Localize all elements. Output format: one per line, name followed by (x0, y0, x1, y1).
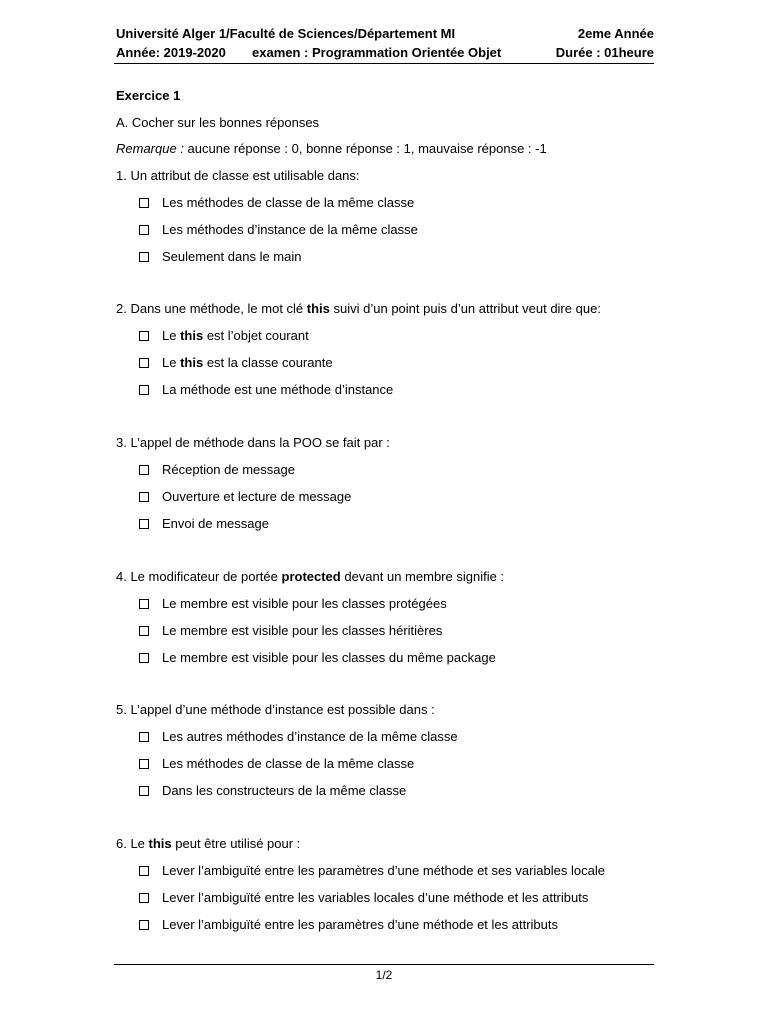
option-keyword: this (180, 328, 204, 343)
option-label (162, 623, 442, 639)
checkbox[interactable] (139, 385, 149, 395)
question-text-part: 5. L’appel d’une méthode d’instance est possible dans : (116, 702, 435, 717)
option-label (162, 729, 458, 745)
option-label (162, 382, 393, 398)
question-text-part: 2. Dans une méthode, le mot clé (116, 301, 307, 316)
question-3-option-1[interactable] (139, 462, 295, 478)
checkbox[interactable] (139, 519, 149, 529)
footer-divider (114, 964, 654, 965)
option-text-part: Les méthodes de classe de la même classe (162, 195, 415, 210)
option-label (162, 222, 418, 238)
question-6-option-2[interactable] (139, 890, 588, 906)
question-6-option-3[interactable] (139, 917, 558, 933)
option-label (162, 863, 605, 879)
option-text-part: Lever l’ambiguïté entre les variables locales d’une méthode et les attributs (162, 890, 589, 905)
question-2-option-3[interactable] (139, 382, 393, 398)
question-5-option-3[interactable] (139, 783, 406, 799)
checkbox[interactable] (139, 732, 149, 742)
header-exam-title: examen : Programmation Orientée Objet (252, 45, 502, 60)
question-keyword: protected (281, 569, 341, 584)
option-text-part: Dans les constructeurs de la même classe (162, 783, 407, 798)
question-1-option-1[interactable] (139, 195, 414, 211)
question-4-option-3[interactable] (139, 650, 496, 666)
question-text-part: suivi d’un point puis d’un attribut veut dire que: (329, 301, 601, 316)
option-text-part: est l’objet courant (203, 328, 309, 343)
question-3-option-3[interactable] (139, 516, 269, 532)
checkbox[interactable] (139, 786, 149, 796)
option-label (162, 783, 406, 799)
question-2-option-1[interactable] (139, 328, 309, 344)
checkbox[interactable] (139, 920, 149, 930)
checkbox[interactable] (139, 252, 149, 262)
option-text-part: Réception de message (162, 462, 295, 477)
option-text-part: Les autres méthodes d’instance de la même classe (162, 729, 458, 744)
checkbox[interactable] (139, 866, 149, 876)
question-keyword: this (148, 836, 172, 851)
option-text-part: Les méthodes d’instance de la même classe (162, 222, 418, 237)
question-text-part: 4. Le modificateur de portée (116, 569, 282, 584)
remark-label: Remarque : (116, 141, 184, 156)
checkbox[interactable] (139, 198, 149, 208)
question-3-option-2[interactable] (139, 489, 351, 505)
checkbox[interactable] (139, 599, 149, 609)
question-text-part: devant un membre signifie : (340, 569, 505, 584)
option-label (162, 756, 414, 772)
option-label (162, 249, 301, 265)
checkbox[interactable] (139, 759, 149, 769)
question-text-part: 6. Le (116, 836, 149, 851)
exercise-instruction: A. Cocher sur les bonnes réponses (116, 115, 320, 130)
question-6-text (116, 836, 300, 852)
question-text-part: peut être utilisé pour : (171, 836, 301, 851)
option-label (162, 917, 558, 933)
question-1-text (116, 168, 360, 184)
option-text-part: Le membre est visible pour les classes protégées (162, 596, 447, 611)
option-text-part: Lever l’ambiguïté entre les paramètres d’une méthode et ses variables locale (162, 863, 605, 878)
question-2-option-2[interactable] (139, 355, 333, 371)
header-duration: Durée : 01heure (555, 45, 654, 60)
checkbox[interactable] (139, 465, 149, 475)
header-year-level: 2eme Année (577, 26, 654, 41)
option-label (162, 516, 269, 532)
question-4-text (116, 569, 504, 585)
question-text-part: 3. L’appel de méthode dans la POO se fait par : (116, 435, 390, 450)
option-text-part: Lever l’ambiguïté entre les paramètres d’une méthode et les attributs (162, 917, 558, 932)
question-5-option-1[interactable] (139, 729, 458, 745)
option-label (162, 489, 351, 505)
question-1-option-3[interactable] (139, 249, 301, 265)
question-6-option-1[interactable] (139, 863, 605, 879)
option-text-part: Les méthodes de classe de la même classe (162, 756, 415, 771)
option-text-part: La méthode est une méthode d’instance (162, 382, 394, 397)
option-text-part: Envoi de message (162, 516, 269, 531)
option-label (162, 890, 588, 906)
checkbox[interactable] (139, 331, 149, 341)
option-text-part: est la classe courante (203, 355, 333, 370)
question-2-text (116, 301, 601, 317)
checkbox[interactable] (139, 653, 149, 663)
checkbox[interactable] (139, 225, 149, 235)
option-text-part: Le (162, 328, 181, 343)
question-1-option-2[interactable] (139, 222, 418, 238)
option-label (162, 328, 309, 344)
question-4-option-2[interactable] (139, 623, 442, 639)
exercise-remark (116, 141, 547, 157)
checkbox[interactable] (139, 492, 149, 502)
option-text-part: Ouverture et lecture de message (162, 489, 352, 504)
exercise-title: Exercice 1 (116, 88, 181, 103)
question-keyword: this (306, 301, 330, 316)
header-divider (114, 63, 654, 64)
question-3-text (116, 435, 390, 451)
option-label (162, 596, 447, 612)
checkbox[interactable] (139, 626, 149, 636)
checkbox[interactable] (139, 358, 149, 368)
option-text-part: Seulement dans le main (162, 249, 302, 264)
remark-text: aucune réponse : 0, bonne réponse : 1, mauvaise réponse : -1 (183, 141, 547, 156)
option-text-part: Le membre est visible pour les classes héritières (162, 623, 443, 638)
option-label (162, 195, 414, 211)
checkbox[interactable] (139, 893, 149, 903)
question-text-part: 1. Un attribut de classe est utilisable dans: (116, 168, 360, 183)
option-keyword: this (180, 355, 204, 370)
question-5-option-2[interactable] (139, 756, 414, 772)
option-label (162, 650, 496, 666)
page-number: 1/2 (375, 968, 393, 982)
question-5-text (116, 702, 435, 718)
option-text-part: Le (162, 355, 181, 370)
header-academic-year: Année: 2019-2020 (116, 45, 226, 60)
option-label (162, 355, 333, 371)
option-label (162, 462, 295, 478)
question-4-option-1[interactable] (139, 596, 447, 612)
option-text-part: Le membre est visible pour les classes du même package (162, 650, 496, 665)
header-institution: Université Alger 1/Faculté de Sciences/Département MI (116, 26, 456, 41)
